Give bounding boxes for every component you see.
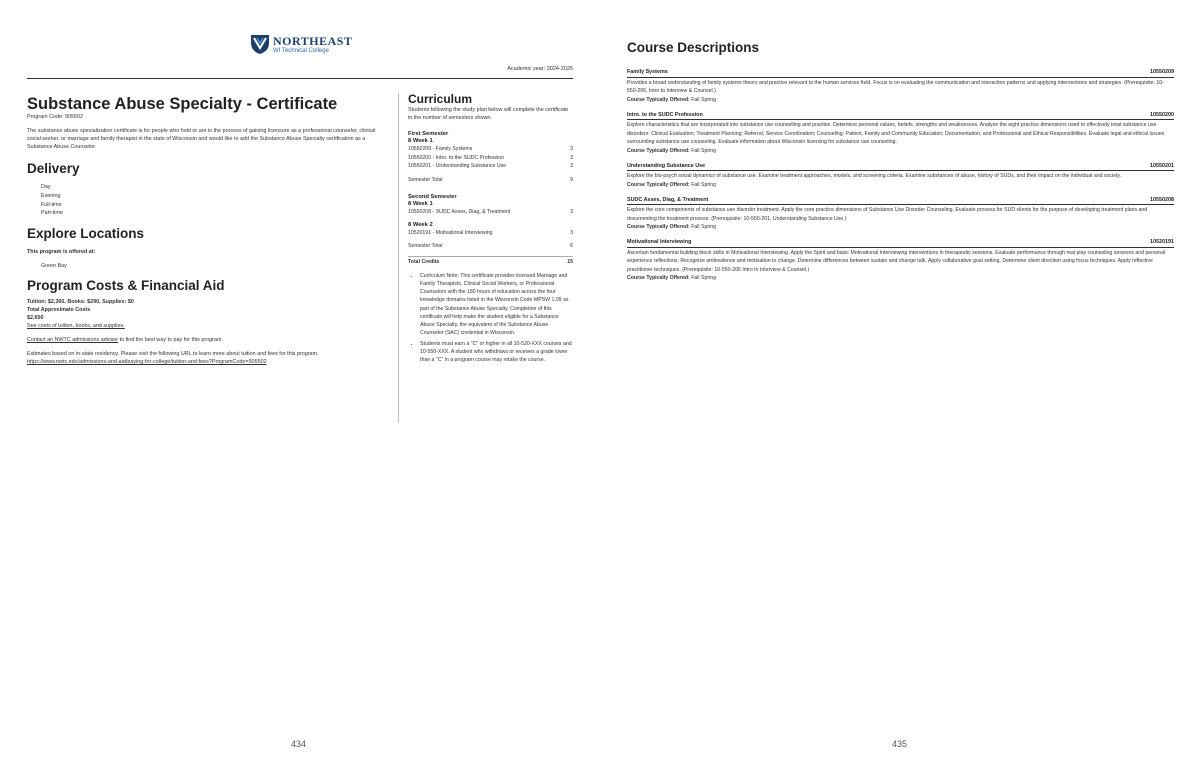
- right-page: [600, 0, 1200, 776]
- semester-total-row: [408, 176, 573, 185]
- location-item: Green Bay: [41, 262, 67, 269]
- course-header: [627, 163, 1174, 172]
- course-offered: [627, 181, 1174, 189]
- estimate-note: Estimates based on in-state residency. Please visit the following URL to learn more about tuition and fees for this program.: [27, 351, 319, 358]
- semester-total-row: [408, 242, 573, 251]
- semester-total-label: Semester Total: [408, 176, 443, 183]
- course-header: [627, 112, 1174, 121]
- course-description: Provides a broad understanding of family systems theory and practice relevant to the human services field. Focus is on evaluating the communication and interaction patterns and applying interventions and strategies. (Prerequisite: 10-550-206, Intro to Interview & Counsel.): [627, 79, 1164, 94]
- course-title: Understanding Substance Use: [627, 162, 706, 169]
- course-title: Intro. to the SUDC Profession: [627, 111, 703, 118]
- semester-total-value: 9: [570, 176, 573, 183]
- course-entry: [627, 163, 1174, 189]
- logo-name: NORTHEAST: [273, 33, 353, 48]
- course-credits: 3: [570, 146, 573, 153]
- course-code: 10550209: [1150, 69, 1174, 75]
- delivery-list: [27, 183, 382, 217]
- course-name: 10550200 - Intro. to the SUDC Profession: [408, 154, 505, 161]
- course-code: 10550201: [1150, 162, 1174, 169]
- delivery-item: Evening: [41, 192, 61, 199]
- course-row: [408, 208, 573, 217]
- locations-heading: Explore Locations: [27, 225, 145, 241]
- divider: [408, 256, 573, 257]
- course-code: 10550200: [1150, 111, 1174, 118]
- course-entry: [627, 197, 1174, 232]
- course-title: SUDC Asses, Diag, & Treatment: [627, 196, 709, 203]
- program-description: The substance abuse specialization certificate is for people who hold or are in the process of gaining licensure as a professional counselor, clinical social worker, or marriage and family therapist in the state of Wisconsin and would like to add the Substance Abuse Specialty certification as a Substance Abuse Counselor.: [27, 128, 376, 151]
- delivery-item: Day: [41, 184, 51, 191]
- total-credits-label: Total Credits: [408, 258, 440, 265]
- course-credits: 3: [570, 154, 573, 161]
- course-code: 10550208: [1150, 196, 1174, 203]
- program-title: Substance Abuse Specialty - Certificate: [27, 95, 338, 113]
- course-offered: [627, 223, 1174, 231]
- course-name: 10550201 - Understanding Substance Use: [408, 163, 507, 170]
- offered-terms: Fall Spring: [689, 147, 716, 154]
- course-name: 10550208 - SUDC Asses, Diag, & Treatment: [408, 209, 511, 216]
- course-row: [408, 162, 573, 171]
- logo-subtitle: WI Technical College: [273, 47, 329, 54]
- divider: [27, 78, 573, 79]
- contact-line-text: to find the best way to pay for this program.: [118, 337, 223, 344]
- offered-label: Course Typically Offered:: [627, 96, 690, 103]
- curriculum-intro: Students following the study plan below will complete the certificate in the number of semesters shown.: [408, 107, 569, 122]
- total-credits-value: 15: [567, 258, 573, 265]
- note-item: • Students must earn a "C" or higher in all 10-520-XXX courses and 10-550-XXX. A student who withdraws or receives a grade lower than a "C" in a program course may retake the course.: [420, 340, 573, 364]
- course-description: Explore characteristics that are incorporated into substance use counselling and practice. Determine personal values, beliefs, strengths and weaknesses. Analyze the eight practice dimensions used to effectively treat substance use disorders: Clinical Evaluation; Treatment Planning; Referral; Service Coordination; Counseling; Patient, Family and Community Education; Documentation; and Professional and Ethical Responsibilities. Evaluate legal and ethical issues surrounding substance use counseling. Evaluate information about Wisconsin licensing for substance use counseling.: [627, 122, 1165, 145]
- offered-terms: Fall Spring: [689, 96, 716, 103]
- course-row: [408, 229, 573, 238]
- page-number: 434: [291, 739, 307, 749]
- course-entry: [627, 239, 1174, 282]
- semester-title: First Semester: [408, 131, 449, 138]
- program-info-column: [27, 95, 382, 366]
- course-description: Explore the bio-psych social dynamics of substance use. Examine treatment approaches, models, and screening criteria. Examine substances of abuse, history of SUDs, and their impact on the individual and society.: [627, 173, 1122, 179]
- curriculum-heading: Curriculum: [408, 92, 473, 106]
- course-row: [408, 145, 573, 154]
- curriculum-column: [398, 93, 573, 423]
- offered-terms: Fall Spring: [689, 224, 716, 230]
- course-header: [627, 69, 1174, 78]
- course-entry: [627, 69, 1174, 104]
- delivery-item: Full-time: [41, 201, 62, 208]
- course-credits: 3: [570, 209, 573, 216]
- course-offered: [627, 147, 1174, 155]
- program-code: Program Code: 905502: [27, 114, 84, 121]
- offered-label: Course Typically Offered:: [627, 147, 690, 154]
- semester-total-value: 6: [570, 243, 573, 250]
- course-offered: [627, 274, 1174, 282]
- offered-label: Course Typically Offered:: [627, 224, 690, 230]
- college-logo: [250, 32, 352, 56]
- term-label: 8 Week 1: [408, 138, 433, 145]
- note-item: • Curriculum Note: This certificate provides licensed Marriage and Family Therapists, Clinical Social Workers, or Professional Counselors with the 180 hours of education across the four knowledge domains listed in the Wisconsin Code MPSW 1.09 as part of the Substance Abuse Specialty. Completion of this certificate will help make the student eligible for a Substance Abuse Specialty, the equivalent of the Substance Abuse Counselor (SAC) credential in Wisconsin.: [420, 272, 573, 337]
- cost-breakdown: Tuition: $2,360, Books: $290, Supplies: $0: [27, 299, 134, 306]
- offered-label: Course Typically Offered:: [627, 181, 690, 188]
- course-title: Motivational Interviewing: [627, 239, 692, 245]
- shield-logo-icon: [250, 33, 270, 55]
- page-number: 435: [892, 739, 908, 749]
- offered-terms: Fall Spring: [689, 275, 716, 281]
- course-description: Explore the core components of substance use disorder treatment. Apply the core practice dimensions of Substance Use Disorder Counseling. Evaluate process for SUD clients for the purpose of developing treatment plans and documenting the treatment process. (Prerequisite: 10-550-201, Understanding Substance Use.): [627, 207, 1148, 222]
- total-credits-row: [408, 258, 573, 267]
- semester-total-label: Semester Total: [408, 243, 443, 250]
- term-label: 8 Week 2: [408, 221, 433, 228]
- contact-line: [27, 336, 382, 344]
- total-cost-label: Total Approximate Costs: [27, 307, 91, 314]
- course-list: [627, 69, 1174, 290]
- course-description: Ascertain fundamental building block skills in Motivational Interviewing. Apply the Spirit and basic Motivational Interviewing interventions in therapeutic sessions. Evaluate performance through real play counseling sessions and personal experience reflections. Recognize ambivalence and motivation to change. Determine differences between sustain and change talk. Apply collaborative goal setting. Determine client direction using focus techniques. Apply reflective practitioner techniques. (Prerequisite: 10-550-206 Intro to Interview & Counsel.): [627, 249, 1166, 273]
- course-credits: 3: [570, 229, 573, 236]
- course-descriptions-heading: Course Descriptions: [627, 40, 760, 55]
- academic-year: Academic year: 2024-2025: [507, 66, 573, 72]
- total-cost-value: $2,650: [27, 315, 44, 322]
- course-row: [408, 154, 573, 163]
- curriculum-notes: [408, 272, 573, 364]
- offered-terms: Fall Spring: [689, 181, 716, 188]
- semester-title: Second Semester: [408, 194, 457, 201]
- delivery-item: Part-time: [41, 210, 63, 217]
- course-code: 10520191: [1150, 239, 1174, 245]
- course-header: [627, 239, 1174, 248]
- course-credits: 3: [570, 163, 573, 170]
- course-title: Family Systems: [627, 69, 668, 75]
- course-entry: [627, 112, 1174, 155]
- offered-label: Course Typically Offered:: [627, 275, 690, 281]
- term-label: 8 Week 1: [408, 201, 433, 208]
- offered-at-label: This program is offered at:: [27, 248, 96, 255]
- course-name: 10520191 - Motivational Interviewing: [408, 229, 493, 236]
- costs-heading: Program Costs & Financial Aid: [27, 277, 225, 293]
- course-name: 10550209 - Family Systems: [408, 146, 473, 153]
- delivery-heading: Delivery: [27, 161, 80, 177]
- costs-link[interactable]: See costs of tuition, books, and supplies.: [27, 323, 125, 330]
- tuition-url-link[interactable]: https://www.nwtc.edu/admissions-and-aid/paying-for-college/tuition-and-fees?ProgramCode=905502: [27, 359, 267, 366]
- contact-advisor-link[interactable]: Contact an NWTC admissions advisor: [27, 337, 119, 344]
- course-offered: [627, 96, 1174, 104]
- course-header: [627, 197, 1174, 206]
